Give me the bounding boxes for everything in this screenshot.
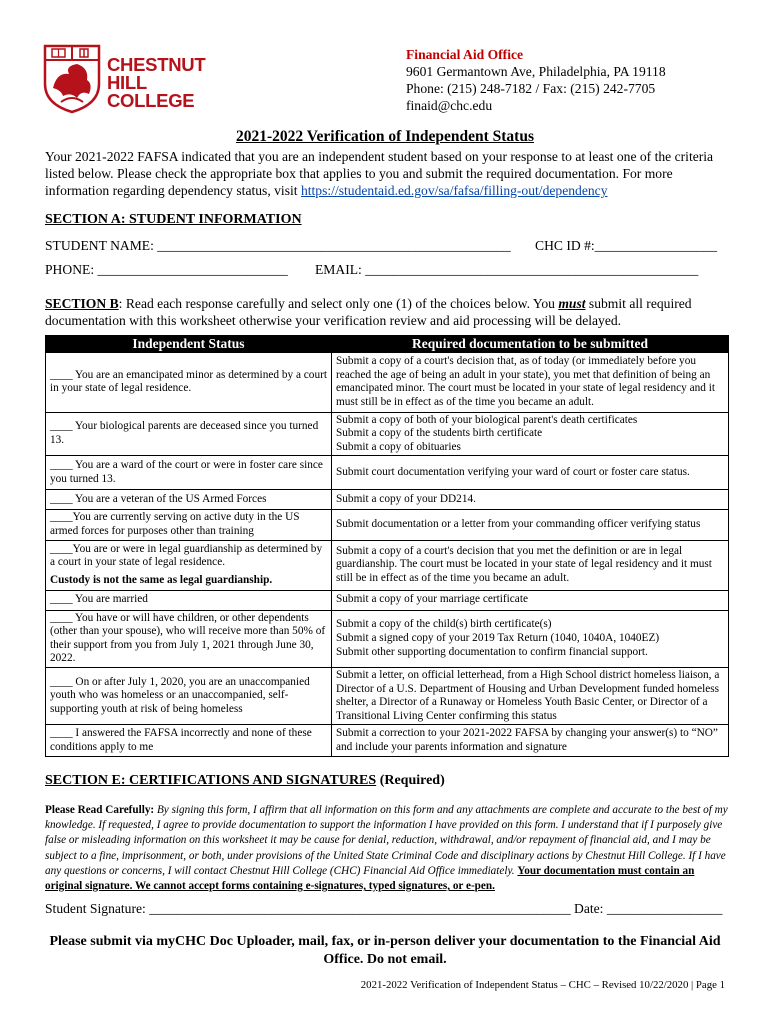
doc-emancipated-minor: Submit a copy of a court's decision that, as of today (or immediately before you reached the age of being an adult in your state), you met that definition of being an emancipated minor. The court must be located in your state of legal residency and it must still be in effect as of the time you became an adult. — [332, 352, 729, 412]
table-row — [46, 412, 729, 456]
email-field[interactable]: EMAIL: _________________________________________________ — [315, 262, 699, 277]
section-e-heading — [45, 773, 445, 789]
section-e-title: SECTION E: CERTIFICATIONS AND SIGNATURES — [45, 773, 377, 788]
status-dependents[interactable]: ____ You have or will have children, or other dependents (other than your spouse), who will receive more than 50% of their support from you from July 1, 2021 through June 30, 2022. — [46, 610, 332, 667]
must-emphasis: must — [558, 296, 586, 311]
doc-fafsa-incorrect: Submit a correction to your 2021-2022 FAFSA by changing your answer(s) to “NO” and include your parents information and signature — [332, 725, 729, 757]
status-married[interactable]: ____ You are married — [46, 590, 332, 610]
table-row — [46, 352, 729, 412]
table-row — [46, 610, 729, 667]
office-info — [406, 46, 666, 114]
logo-line-1: CHESTNUT — [107, 54, 206, 75]
doc-line: Submit a copy of obituaries — [336, 440, 461, 453]
doc-line: Submit a copy of both of your biological parent's death certificates — [336, 413, 638, 426]
intro-paragraph — [45, 148, 735, 199]
doc-married: Submit a copy of your marriage certificate — [332, 590, 729, 610]
table-header-row — [46, 336, 729, 353]
office-address: 9601 Germantown Ave, Philadelphia, PA 19118 — [406, 64, 666, 79]
column-header-status: Independent Status — [46, 336, 332, 353]
dependency-link[interactable]: https://studentaid.ed.gov/sa/fafsa/filling-out/dependency — [300, 183, 608, 198]
table-row — [46, 456, 729, 490]
table-row — [46, 540, 729, 590]
intro-text: Your 2021-2022 FAFSA indicated that you are an independent student based on your response to at least one of the criteria listed below. Please check the appropriate box that applies to you and submit the required documentation. For more information regarding dependency status, visit — [45, 149, 714, 198]
status-ward-of-court[interactable]: ____ You are a ward of the court or were in foster care since you turned 13. — [46, 456, 332, 490]
section-e-required: (Required) — [376, 773, 445, 788]
doc-parents-deceased — [332, 412, 729, 456]
page-footer: 2021-2022 Verification of Independent Status – CHC – Revised 10/22/2020 | Page 1 — [360, 979, 725, 991]
doc-line: Submit other supporting documentation to confirm financial support. — [336, 645, 648, 658]
doc-ward-of-court: Submit court documentation verifying your ward of court or foster care status. — [332, 456, 729, 490]
phone-field[interactable]: PHONE: ____________________________ — [45, 262, 288, 277]
status-fafsa-incorrect[interactable]: ____ I answered the FAFSA incorrectly and none of these conditions apply to me — [46, 725, 332, 757]
certification-text — [45, 803, 733, 894]
section-b-text-2: submit all required documentation with this worksheet otherwise your verification review and aid processing will be delayed. — [45, 296, 692, 328]
status-text: ____You are or were in legal guardianship as determined by a court in your state of legal residence. — [50, 542, 323, 569]
status-homeless-youth[interactable]: ____ On or after July 1, 2020, you are an unaccompanied youth who was homeless or an unaccompanied, self-supporting youth at risk of being homeless — [46, 667, 332, 724]
doc-line: Submit a copy of the students birth certificate — [336, 427, 543, 440]
table-row — [46, 725, 729, 757]
status-parents-deceased[interactable]: ____ Your biological parents are deceased since you turned 13. — [46, 412, 332, 456]
table-row — [46, 510, 729, 540]
doc-homeless-youth: Submit a letter, on official letterhead, from a High School district homeless liaison, a Director of a U.S. Department of Housing and Urban Development funded homeless shelter, a Director of a Runaway or Homeless Youth Basic Center, or Director of a Transitional Living Center confirming this status — [332, 667, 729, 724]
status-emancipated-minor[interactable]: ____ You are an emancipated minor as determined by a court in your state of legal residence. — [46, 352, 332, 412]
student-name-field[interactable]: STUDENT NAME: ____________________________________________________ — [45, 238, 511, 253]
doc-legal-guardianship: Submit a copy of a court's decision that you met the definition or are in legal guardianship. The court must be located in your state of legal residency and it must still be in effect as of the time you became an adult. — [332, 540, 729, 590]
section-a-heading: SECTION A: STUDENT INFORMATION — [45, 212, 302, 227]
status-active-duty[interactable]: ____You are currently serving on active duty in the US armed forces for purposes other than training — [46, 510, 332, 540]
signature-requirement: Your documentation must contain an original signature. We cannot accept forms containing e-signatures, typed signatures, or e-pen. — [45, 864, 695, 893]
doc-active-duty: Submit documentation or a letter from your commanding officer verifying status — [332, 510, 729, 540]
status-veteran[interactable]: ____ You are a veteran of the US Armed Forces — [46, 490, 332, 510]
please-read-label: Please Read Carefully: — [45, 804, 155, 816]
table-row — [46, 667, 729, 724]
document-title: 2021-2022 Verification of Independent Status — [236, 128, 534, 145]
office-phone-fax: Phone: (215) 248-7182 / Fax: (215) 242-7705 — [406, 81, 656, 96]
doc-dependents — [332, 610, 729, 667]
doc-veteran: Submit a copy of your DD214. — [332, 490, 729, 510]
table-row — [46, 590, 729, 610]
college-name — [107, 56, 205, 110]
college-crest-icon — [43, 44, 101, 114]
custody-note: Custody is not the same as legal guardianship. — [50, 573, 273, 586]
table-row — [46, 490, 729, 510]
section-b-instructions — [45, 296, 735, 329]
column-header-documentation: Required documentation to be submitted — [332, 336, 729, 353]
signature-date-line[interactable]: Student Signature: ______________________________________________________________ Date: _________________ — [45, 901, 723, 916]
submission-instructions: Please submit via myCHC Doc Uploader, mail, fax, or in-person deliver your documentation to the Financial Aid Office. Do not email. — [49, 934, 721, 967]
section-b-text: : Read each response carefully and select only one (1) of the choices below. You — [118, 296, 559, 311]
logo-line-2: HILL — [107, 72, 147, 93]
logo-line-3: COLLEGE — [107, 90, 195, 111]
independent-status-table — [45, 335, 729, 757]
section-b-label: SECTION B — [45, 296, 119, 311]
certification-body: By signing this form, I affirm that all information on this form and any attachments are complete and accurate to the best of my knowledge. If requested, I agree to provide documentation to support the information I have provided on this form. I understand that if I purposely give false or misleading information on this worksheet it may be cause for denial, reduction, withdrawal, and/or repayment of financial aid, and I may be subject to a fine, imprisonment, or both, under provisions of the United State Criminal Code and disciplinary actions by Chestnut Hill College. If I have any questions or concerns, I will contact Chestnut Hill College (CHC) Financial Aid Office immediately. — [45, 804, 728, 877]
office-email: finaid@chc.edu — [406, 98, 493, 113]
doc-line: Submit a copy of the child(s) birth certificate(s) — [336, 618, 552, 631]
office-title: Financial Aid Office — [406, 47, 524, 62]
college-logo — [43, 44, 206, 116]
doc-line: Submit a signed copy of your 2019 Tax Return (1040, 1040A, 1040EZ) — [336, 631, 660, 644]
chc-id-field[interactable]: CHC ID #:__________________ — [535, 238, 718, 253]
status-legal-guardianship[interactable] — [46, 540, 332, 590]
